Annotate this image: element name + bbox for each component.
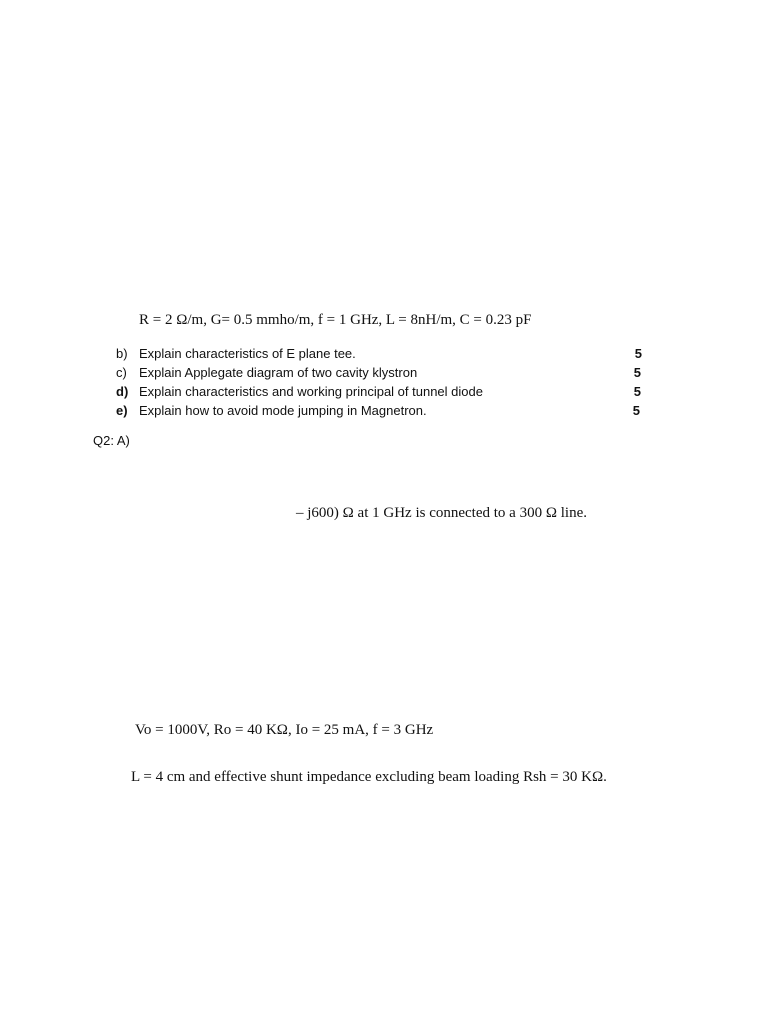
item-marks: 5	[633, 384, 641, 399]
line-load-impedance: – j600) Ω at 1 GHz is connected to a 300 Ω line.	[296, 505, 587, 521]
line-parameters-3: L = 4 cm and effective shunt impedance excluding beam loading Rsh = 30 KΩ.	[131, 769, 607, 785]
list-item	[0, 346, 768, 364]
item-text: Explain characteristics and working principal of tunnel diode	[139, 384, 483, 399]
list-item	[0, 384, 768, 402]
list-item	[0, 403, 768, 421]
item-label: e)	[116, 403, 128, 418]
item-marks: 5	[634, 346, 642, 361]
item-text: Explain characteristics of E plane tee.	[139, 346, 356, 361]
line-parameters-1: R = 2 Ω/m, G= 0.5 mmho/m, f = 1 GHz, L = 8nH/m, C = 0.23 pF	[139, 312, 532, 328]
item-label: d)	[116, 384, 129, 399]
list-item	[0, 365, 768, 383]
item-label: b)	[116, 346, 128, 361]
item-marks: 5	[633, 365, 641, 380]
question-heading: Q2: A)	[93, 433, 130, 448]
item-text: Explain Applegate diagram of two cavity klystron	[139, 365, 418, 380]
item-text: Explain how to avoid mode jumping in Magnetron.	[139, 403, 427, 418]
line-parameters-2: Vo = 1000V, Ro = 40 KΩ, Io = 25 mA, f = 3 GHz	[135, 722, 434, 738]
item-label: c)	[116, 365, 127, 380]
item-marks: 5	[632, 403, 640, 418]
